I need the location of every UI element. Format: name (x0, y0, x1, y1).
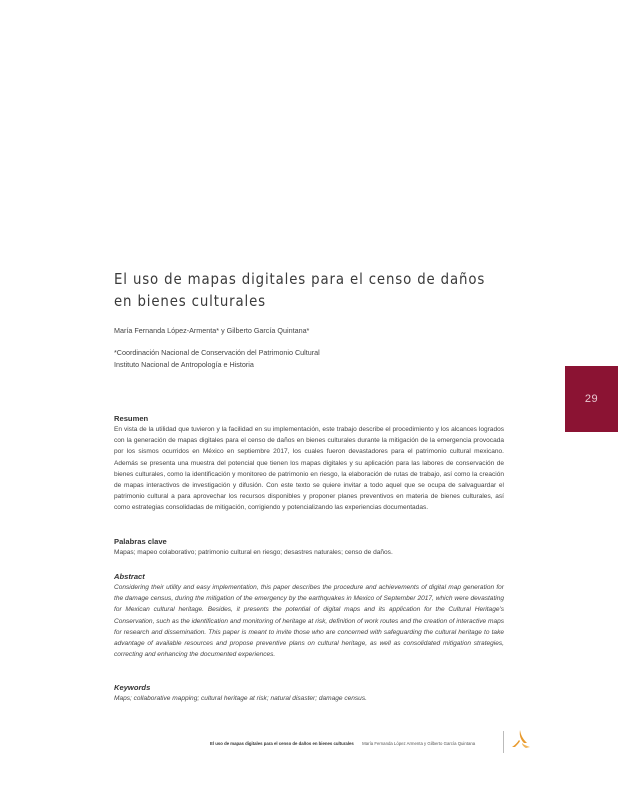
article-title (114, 268, 486, 312)
keywords-text: Maps; collaborative mapping; cultural heritage at risk; natural disaster; damage census. (114, 695, 367, 702)
keywords-section (114, 683, 504, 704)
palabras-clave-section (114, 537, 504, 558)
abstract-section (114, 572, 504, 660)
abstract-heading: Abstract (114, 572, 145, 581)
resumen-text: En vista de la utilidad que tuvieron y la facilidad en su implementación, este trabajo describe el procedimiento y los alcances logrados con la generación de mapas digitales para el censo de daños en bienes culturales durante la mitigación de la emergencia provocada por los sismos ocurridos en México en septiembre 2017, los cuales fueron devastadores para el patrimonio cultural mexicano. Además se presenta una muestra del potencial que tienen los mapas digitales y su aplicación para las labores de conservación de bienes culturales, como la identificación y monitoreo de patrimonio en riesgo, la elaboración de rutas de trabajo, así como la creación de mapas interactivos de investigación y difusión. Con este texto se quiere invitar a todo aquel que se ocupa de salvaguardar el patrimonio cultural a para aprovechar los recursos disponibles y proponer planes preventivos en materia de bienes culturales, así como estrategias consolidadas de mitigación, corrigiendo y potencializando las experiencias documentadas. (114, 426, 504, 512)
running-footer (210, 741, 475, 746)
footer-divider (503, 731, 504, 753)
affiliation (114, 347, 320, 371)
running-title: El uso de mapas digitales para el censo de daños en bienes culturales (210, 741, 354, 746)
affiliation-line1: *Coordinación Nacional de Conservación del Patrimonio Cultural (114, 348, 320, 357)
resumen-section (114, 414, 504, 514)
running-authors: María Fernanda López Armenta y Gilberto García Quintana (362, 741, 476, 746)
page-number: 29 (584, 393, 599, 405)
orange-abstract-figure-icon (510, 728, 532, 750)
article-title-line1: El uso de mapas digitales para el censo de daños (114, 270, 486, 288)
resumen-heading: Resumen (114, 414, 149, 423)
page-number-tab (565, 366, 618, 432)
palabras-clave-text: Mapas; mapeo colaborativo; patrimonio cultural en riesgo; desastres naturales; censo de daños. (114, 549, 393, 556)
article-title-line2: en bienes culturales (114, 292, 266, 310)
abstract-text: Considering their utility and easy implementation, this paper describes the procedure and achievements of digital map generation for the damage census, during the mitigation of the emergency by the earthquakes in Mexico of September 2017, which were devastating for Mexican cultural heritage. Besides, it presents the potential of digital maps and its application for the Cultural Heritage's Conservation, such as the identification and monitoring of heritage at risk, definition of work routes and the creation of interactive maps for research and dissemination. This paper is meant to invite those who are concerned with safeguarding the cultural heritage to take advantage of available resources and propose preventive plans on cultural heritage, as well as consolidated mitigation strategies, correcting and enhancing the documented experiences. (114, 584, 504, 659)
affiliation-line2: Instituto Nacional de Antropología e Historia (114, 360, 254, 369)
palabras-clave-heading: Palabras clave (114, 537, 167, 546)
authors: María Fernanda López-Armenta* y Gilberto García Quintana* (114, 326, 310, 335)
keywords-heading: Keywords (114, 683, 151, 692)
